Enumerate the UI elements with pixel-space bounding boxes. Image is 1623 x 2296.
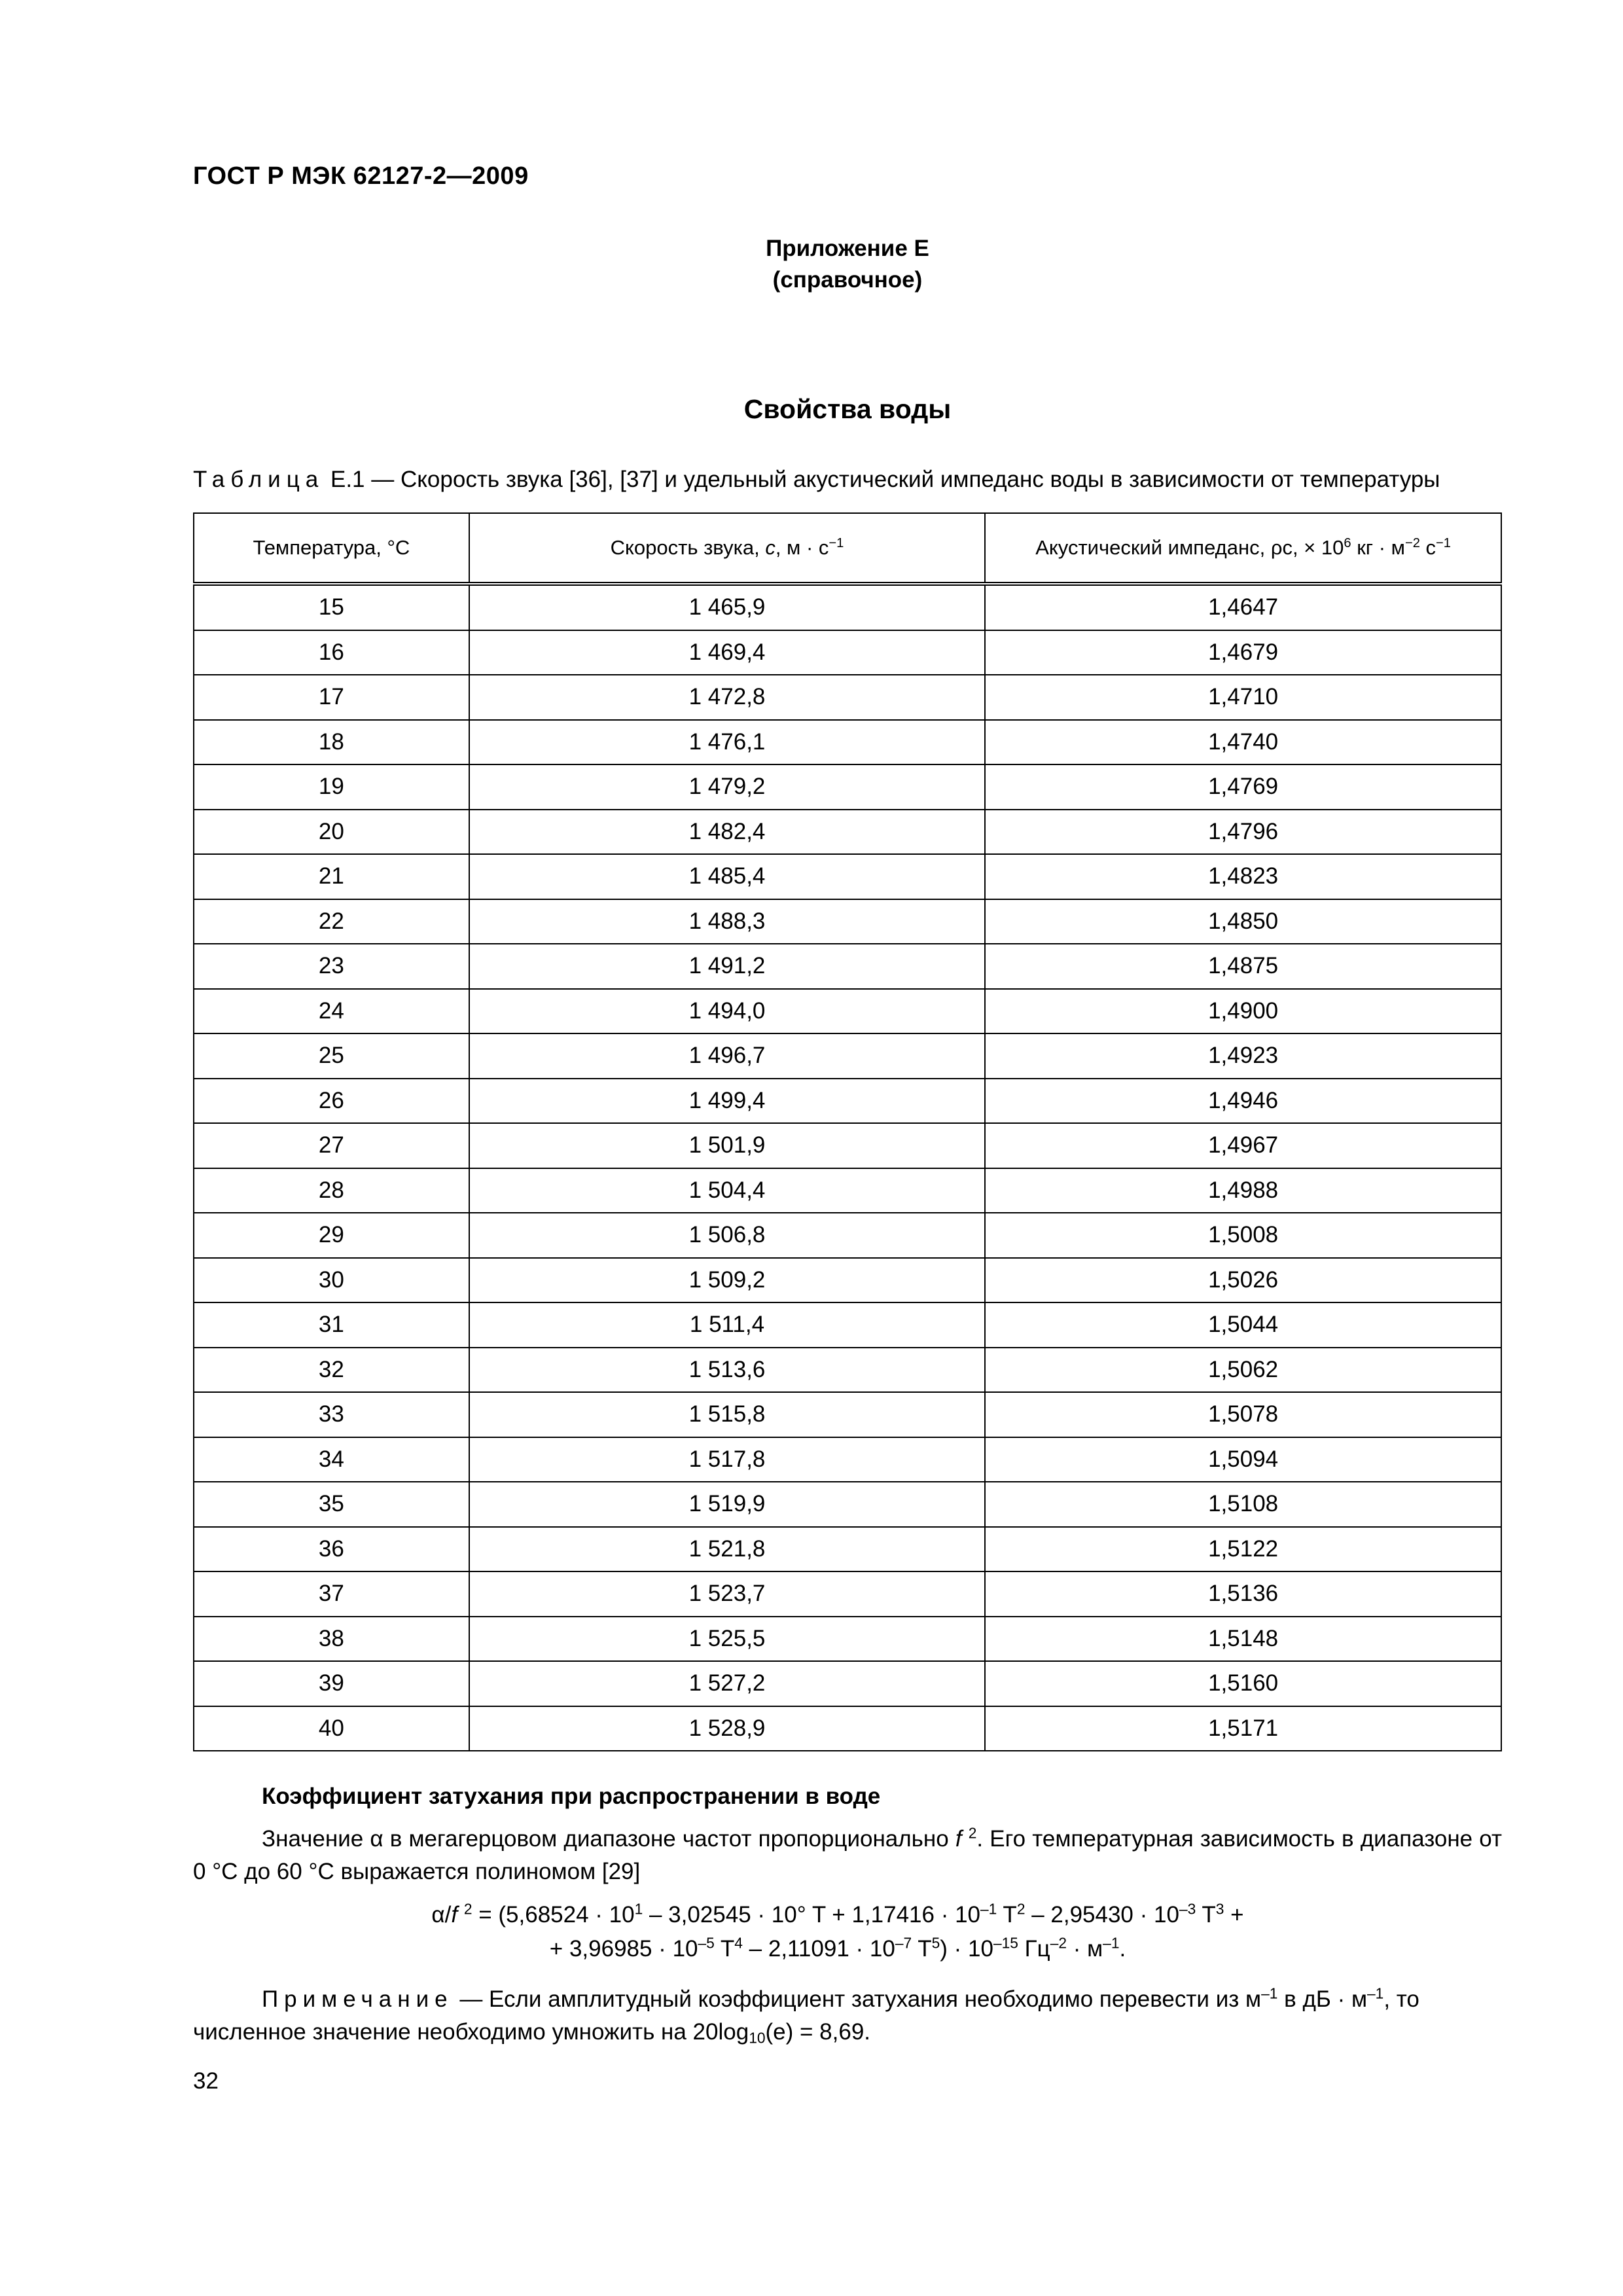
table-row	[194, 1258, 1501, 1303]
table-cell: 1,5078	[985, 1392, 1501, 1437]
table-cell: 38	[194, 1617, 469, 1662]
table-cell: 21	[194, 854, 469, 899]
table-cell: 29	[194, 1213, 469, 1258]
appendix-heading	[0, 233, 1623, 296]
table-row	[194, 1437, 1501, 1482]
table-cell: 1,5044	[985, 1302, 1501, 1348]
table-cell: 1 494,0	[469, 989, 985, 1034]
table-row	[194, 1123, 1501, 1168]
table-cell: 1 496,7	[469, 1033, 985, 1079]
table-row	[194, 1168, 1501, 1213]
column-header-sound-speed: Скорость звука, c, $м \cdot с^{-1}$	[469, 513, 985, 584]
table-cell: 1,5148	[985, 1617, 1501, 1662]
table-cell: 40	[194, 1706, 469, 1751]
table-cell: 39	[194, 1661, 469, 1706]
table-cell: 1 513,6	[469, 1348, 985, 1393]
note	[193, 1983, 1502, 2049]
table-cell: 37	[194, 1571, 469, 1617]
table-cell: 1 485,4	[469, 854, 985, 899]
table-cell: 16	[194, 630, 469, 675]
table-row	[194, 1706, 1501, 1751]
table-cell: 1 527,2	[469, 1661, 985, 1706]
table-row	[194, 810, 1501, 855]
table-cell: 31	[194, 1302, 469, 1348]
table-cell: 1 499,4	[469, 1079, 985, 1124]
table-cell: 17	[194, 675, 469, 720]
table-row	[194, 1033, 1501, 1079]
table-cell: 34	[194, 1437, 469, 1482]
attenuation-heading: Коэффициент затухания при распространении в воде	[262, 1784, 881, 1809]
table-cell: 1 472,8	[469, 675, 985, 720]
table-cell: 1,4900	[985, 989, 1501, 1034]
table-cell: 23	[194, 944, 469, 989]
table-cell: 1,4875	[985, 944, 1501, 989]
appendix-kind: (справочное)	[772, 267, 923, 293]
table-cell: 1,4740	[985, 720, 1501, 765]
table-cell: 1 501,9	[469, 1123, 985, 1168]
table-cell: 1,4946	[985, 1079, 1501, 1124]
table-row	[194, 1213, 1501, 1258]
table-cell: 1,5136	[985, 1571, 1501, 1617]
table-cell: 1 476,1	[469, 720, 985, 765]
table-cell: 1 491,2	[469, 944, 985, 989]
table-cell: 1,4710	[985, 675, 1501, 720]
table-row	[194, 584, 1501, 630]
table-cell: 36	[194, 1527, 469, 1572]
table-cell: 1 523,7	[469, 1571, 985, 1617]
table-body	[194, 584, 1501, 1751]
table-cell: 1 515,8	[469, 1392, 985, 1437]
table-cell: 15	[194, 584, 469, 630]
table-row	[194, 1302, 1501, 1348]
document-header: ГОСТ Р МЭК 62127-2—2009	[193, 162, 529, 190]
attenuation-paragraph-text: Значение α в мегагерцовом диапазоне частот пропорционально f $^2$. Его температурная зависимость в диапазоне от 0 °С до 60 °С выражается полиномом [29]	[193, 1824, 1503, 1884]
table-cell: 1,4679	[985, 630, 1501, 675]
table-cell: 1,5008	[985, 1213, 1501, 1258]
formula-line-1: α/f $^2 = (5,68524 \cdot 10^1 - 3,02545 \cdot 10^\circ$ $T + 1,17416 \cdot 10^{-1}$ $T^2 - 2,95430 \cdot 10^{-3}$ $T^3$ +	[431, 1900, 1244, 1928]
table-cell: 1,5062	[985, 1348, 1501, 1393]
table-cell: 1,4850	[985, 899, 1501, 944]
table-row	[194, 1617, 1501, 1662]
table-row	[194, 1482, 1501, 1527]
table-cell: 1,5160	[985, 1661, 1501, 1706]
table-cell: 25	[194, 1033, 469, 1079]
table-cell: 22	[194, 899, 469, 944]
table-caption-text: Е.1 — Скорость звука [36], [37] и удельный акустический импеданс воды в зависимости от температуры	[330, 467, 1440, 492]
attenuation-formula	[0, 1898, 1623, 1966]
table-row	[194, 989, 1501, 1034]
page-number: 32	[193, 2068, 219, 2094]
table-row	[194, 720, 1501, 765]
attenuation-paragraph	[193, 1823, 1502, 1888]
table-cell: 1 519,9	[469, 1482, 985, 1527]
table-cell: 1,5171	[985, 1706, 1501, 1751]
table-header-row	[194, 513, 1501, 584]
table-row	[194, 675, 1501, 720]
appendix-title: Приложение Е	[766, 236, 929, 261]
table-cell: 1,5094	[985, 1437, 1501, 1482]
table-cell: 1 517,8	[469, 1437, 985, 1482]
table-row	[194, 1348, 1501, 1393]
table-row	[194, 630, 1501, 675]
table-cell: 35	[194, 1482, 469, 1527]
table-row	[194, 1661, 1501, 1706]
table-cell: 18	[194, 720, 469, 765]
table-caption-label: Таблица	[193, 467, 325, 492]
table-cell: 24	[194, 989, 469, 1034]
note-text: — Если амплитудный коэффициент затухания необходимо перевести из $м^{-1}$ в дБ · $м^{-1}$, то численное значение необходимо умножить на $20\log_{10}(e) = 8,69$.	[193, 1984, 1419, 2047]
table-cell: 1 488,3	[469, 899, 985, 944]
table-cell: 19	[194, 764, 469, 810]
table-row	[194, 764, 1501, 810]
table-cell: 1,4923	[985, 1033, 1501, 1079]
table-cell: 1 506,8	[469, 1213, 985, 1258]
table-row	[194, 854, 1501, 899]
note-label: Примечание	[262, 1986, 454, 2012]
table-cell: 1 525,5	[469, 1617, 985, 1662]
table-cell: 28	[194, 1168, 469, 1213]
table-cell: 1 469,4	[469, 630, 985, 675]
table-row	[194, 1079, 1501, 1124]
table-cell: 1,4769	[985, 764, 1501, 810]
table-cell: 1 465,9	[469, 584, 985, 630]
table-cell: 1,5026	[985, 1258, 1501, 1303]
table-cell: 1 521,8	[469, 1527, 985, 1572]
table-cell: 1 511,4	[469, 1302, 985, 1348]
table-row	[194, 1392, 1501, 1437]
table-cell: 1,4647	[985, 584, 1501, 630]
column-header-impedance: Акустический импеданс, ρc, × $10^6$ кг · $м^{-2}$ $с^{-1}$	[985, 513, 1501, 584]
table-cell: 32	[194, 1348, 469, 1393]
formula-line-2: + $3,96985 \cdot 10^{-5}$ $T^4 - 2,11091 \cdot 10^{-7}$ $T^5) \cdot 10^{-15}$ $Гц^{-2} \cdot м^{-1}$.	[549, 1934, 1126, 1962]
table-cell: 1 482,4	[469, 810, 985, 855]
table-row	[194, 1571, 1501, 1617]
table-row	[194, 944, 1501, 989]
table-cell: 1 509,2	[469, 1258, 985, 1303]
table-cell: 26	[194, 1079, 469, 1124]
table-cell: 20	[194, 810, 469, 855]
table-cell: 1,4823	[985, 854, 1501, 899]
table-row	[194, 1527, 1501, 1572]
table-cell: 1,5122	[985, 1527, 1501, 1572]
table-cell: 1,4967	[985, 1123, 1501, 1168]
table-cell: 27	[194, 1123, 469, 1168]
table-cell: 1 528,9	[469, 1706, 985, 1751]
table-cell: 33	[194, 1392, 469, 1437]
table-cell: 1,5108	[985, 1482, 1501, 1527]
section-title: Свойства воды	[743, 394, 952, 424]
table-cell: 1 479,2	[469, 764, 985, 810]
column-header-temperature: Температура, °С	[194, 513, 469, 584]
table-row	[194, 899, 1501, 944]
table-cell: 1,4988	[985, 1168, 1501, 1213]
table-cell: 1,4796	[985, 810, 1501, 855]
water-properties-table	[193, 512, 1502, 1751]
table-cell: 30	[194, 1258, 469, 1303]
table-caption	[193, 467, 1502, 493]
table-cell: 1 504,4	[469, 1168, 985, 1213]
